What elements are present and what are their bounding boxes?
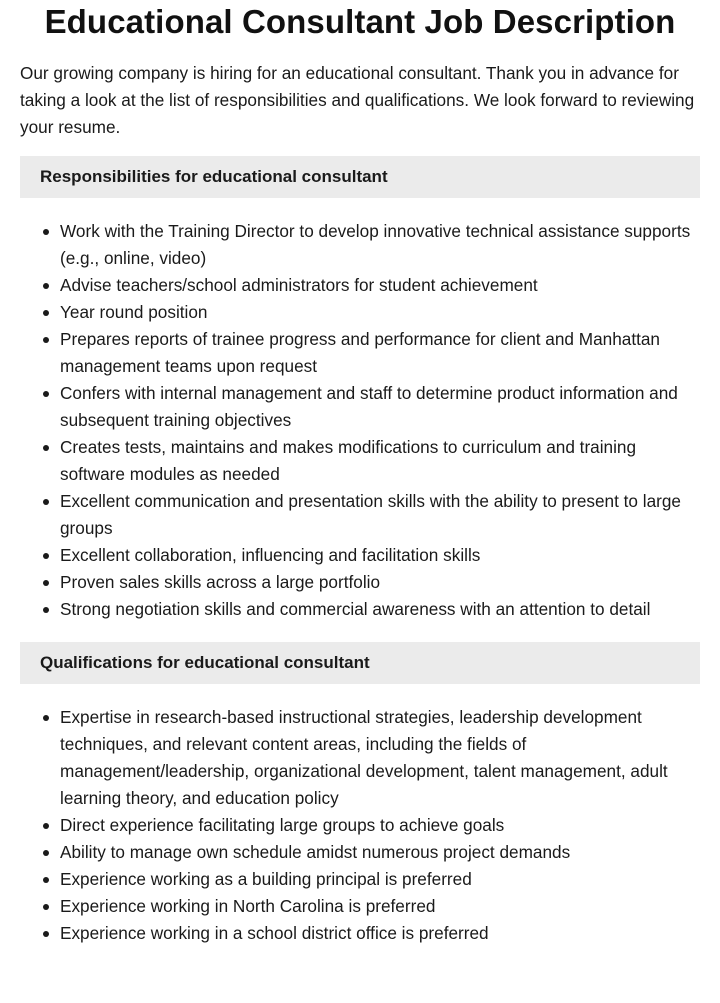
responsibilities-heading: Responsibilities for educational consultant <box>20 156 700 198</box>
list-item: Proven sales skills across a large portfolio <box>60 569 700 596</box>
list-item: Experience working as a building principal is preferred <box>60 866 700 893</box>
list-item: Advise teachers/school administrators for student achievement <box>60 272 700 299</box>
list-item: Excellent collaboration, influencing and facilitation skills <box>60 542 700 569</box>
intro-paragraph: Our growing company is hiring for an educational consultant. Thank you in advance for taking a look at the list of responsibilities and qualifications. We look forward to reviewing your resume. <box>20 63 695 137</box>
list-item: Expertise in research-based instructional strategies, leadership development techniques, and relevant content areas, including the fields of management/leadership, organizational development, talent management, adult learning theory, and education policy <box>60 704 700 812</box>
page-title: Educational Consultant Job Description <box>44 3 676 40</box>
list-item: Experience working in a school district office is preferred <box>60 920 700 947</box>
list-item: Creates tests, maintains and makes modifications to curriculum and training software modules as needed <box>60 434 700 488</box>
list-item: Ability to manage own schedule amidst numerous project demands <box>60 839 700 866</box>
list-item: Direct experience facilitating large groups to achieve goals <box>60 812 700 839</box>
list-item: Prepares reports of trainee progress and performance for client and Manhattan management teams upon request <box>60 326 700 380</box>
list-item: Confers with internal management and staff to determine product information and subsequent training objectives <box>60 380 700 434</box>
list-item: Work with the Training Director to develop innovative technical assistance supports (e.g., online, video) <box>60 218 700 272</box>
list-item: Excellent communication and presentation skills with the ability to present to large groups <box>60 488 700 542</box>
list-item: Year round position <box>60 299 700 326</box>
qualifications-heading: Qualifications for educational consultant <box>20 642 700 684</box>
qualifications-list <box>20 704 700 947</box>
list-item: Strong negotiation skills and commercial awareness with an attention to detail <box>60 596 700 623</box>
list-item: Experience working in North Carolina is preferred <box>60 893 700 920</box>
responsibilities-list <box>20 218 700 623</box>
